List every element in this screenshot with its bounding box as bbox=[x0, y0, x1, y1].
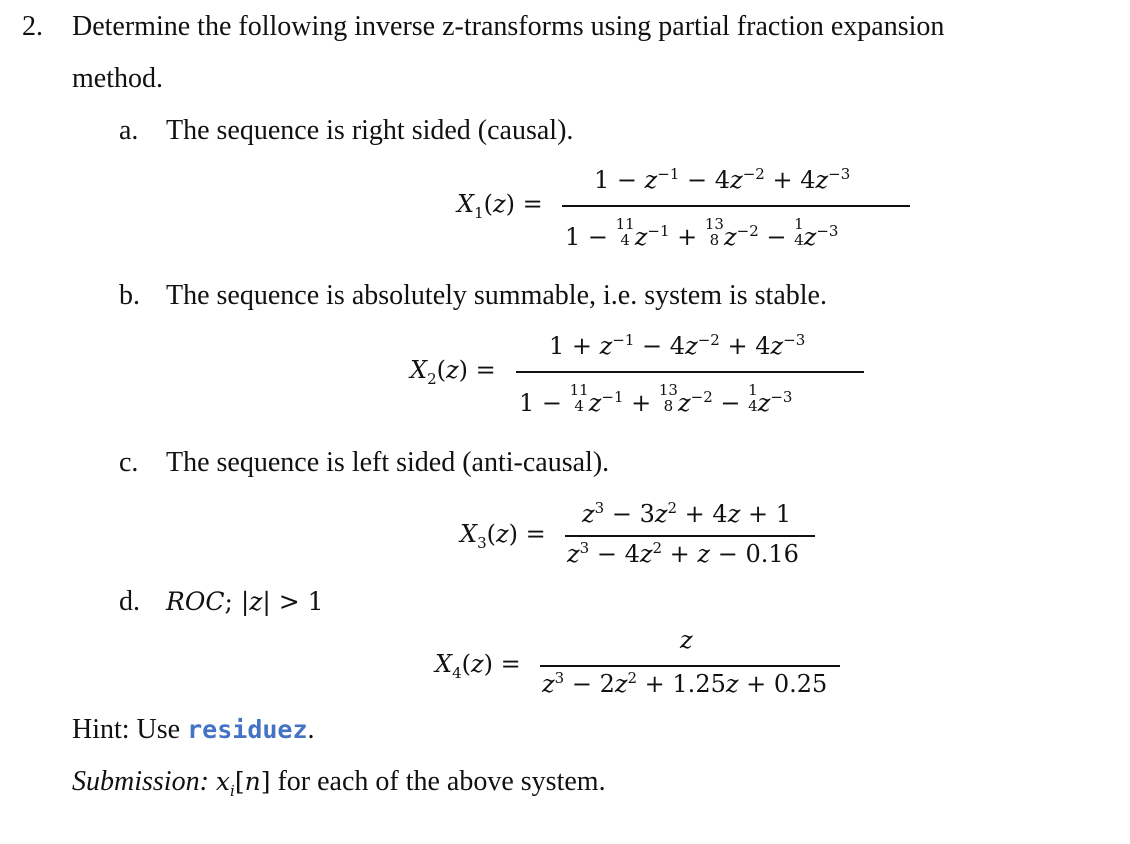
x3-lhs: $X_3(z)$ = bbox=[460, 520, 546, 552]
hint-suffix: . bbox=[307, 714, 315, 745]
x3-denominator: $z^3 - 4z^2 + z - 0.16$ bbox=[567, 539, 799, 568]
part-a-label: a. bbox=[119, 115, 139, 146]
problem-statement-line1: Determine the following inverse z-transforms using partial fraction expansion bbox=[72, 11, 945, 42]
part-d-roc: ROC; |z| > 1 bbox=[166, 587, 324, 616]
x1-lhs: $X_1(z)$ = bbox=[457, 190, 543, 222]
x3-fraction-bar bbox=[565, 535, 815, 537]
x1-fraction-bar bbox=[562, 205, 910, 207]
submission-text: for each of the above system. bbox=[277, 766, 606, 797]
problem-statement-line2: method. bbox=[72, 63, 163, 94]
part-c-label: c. bbox=[119, 447, 139, 478]
x4-numerator: z bbox=[680, 626, 693, 654]
part-b-text: The sequence is absolutely summable, i.e. system is stable. bbox=[166, 280, 827, 311]
x2-fraction-bar bbox=[516, 371, 864, 373]
part-c-text: The sequence is left sided (anti-causal). bbox=[166, 447, 610, 478]
part-d-label: d. bbox=[119, 586, 140, 617]
x2-numerator: $1 + z^{-1} - 4z^{-2} + 4z^{-3}$ bbox=[549, 331, 806, 360]
x1-numerator: $1 - z^{-1} - 4z^{-2} + 4z^{-3}$ bbox=[594, 165, 851, 194]
submission-symbol: $x_i[n]$ bbox=[215, 767, 271, 800]
submission-label: Submission: bbox=[72, 766, 209, 797]
problem-number: 2. bbox=[22, 11, 43, 42]
hint-prefix: Hint: Use bbox=[72, 714, 188, 745]
x3-numerator: $z^3 - 3z^2 + 4z + 1$ bbox=[582, 499, 791, 528]
submission-line bbox=[72, 765, 606, 799]
hint-code-residuez: residuez bbox=[187, 715, 308, 744]
x4-fraction-bar bbox=[540, 665, 840, 667]
x2-denominator: 1 − 11 4 $z^{-1} + 13$ 8 $z^{-2} - 1$ $4z^{-3}$ bbox=[519, 381, 793, 417]
part-a-text: The sequence is right sided (causal). bbox=[166, 115, 574, 146]
part-b-label: b. bbox=[119, 280, 140, 311]
hint-line bbox=[72, 713, 315, 747]
x2-lhs: $X_2(z)$ = bbox=[410, 356, 496, 388]
x4-denominator: $z^3 - 2z^2 + 1.25z + 0.25$ bbox=[542, 669, 828, 698]
x4-lhs: $X_4(z)$ = bbox=[435, 650, 521, 682]
x1-denominator: 1 − 11 4 $z^{-1} + 13$ 8 $z^{-2} - 1$ $4z^{-3}$ bbox=[565, 215, 839, 251]
